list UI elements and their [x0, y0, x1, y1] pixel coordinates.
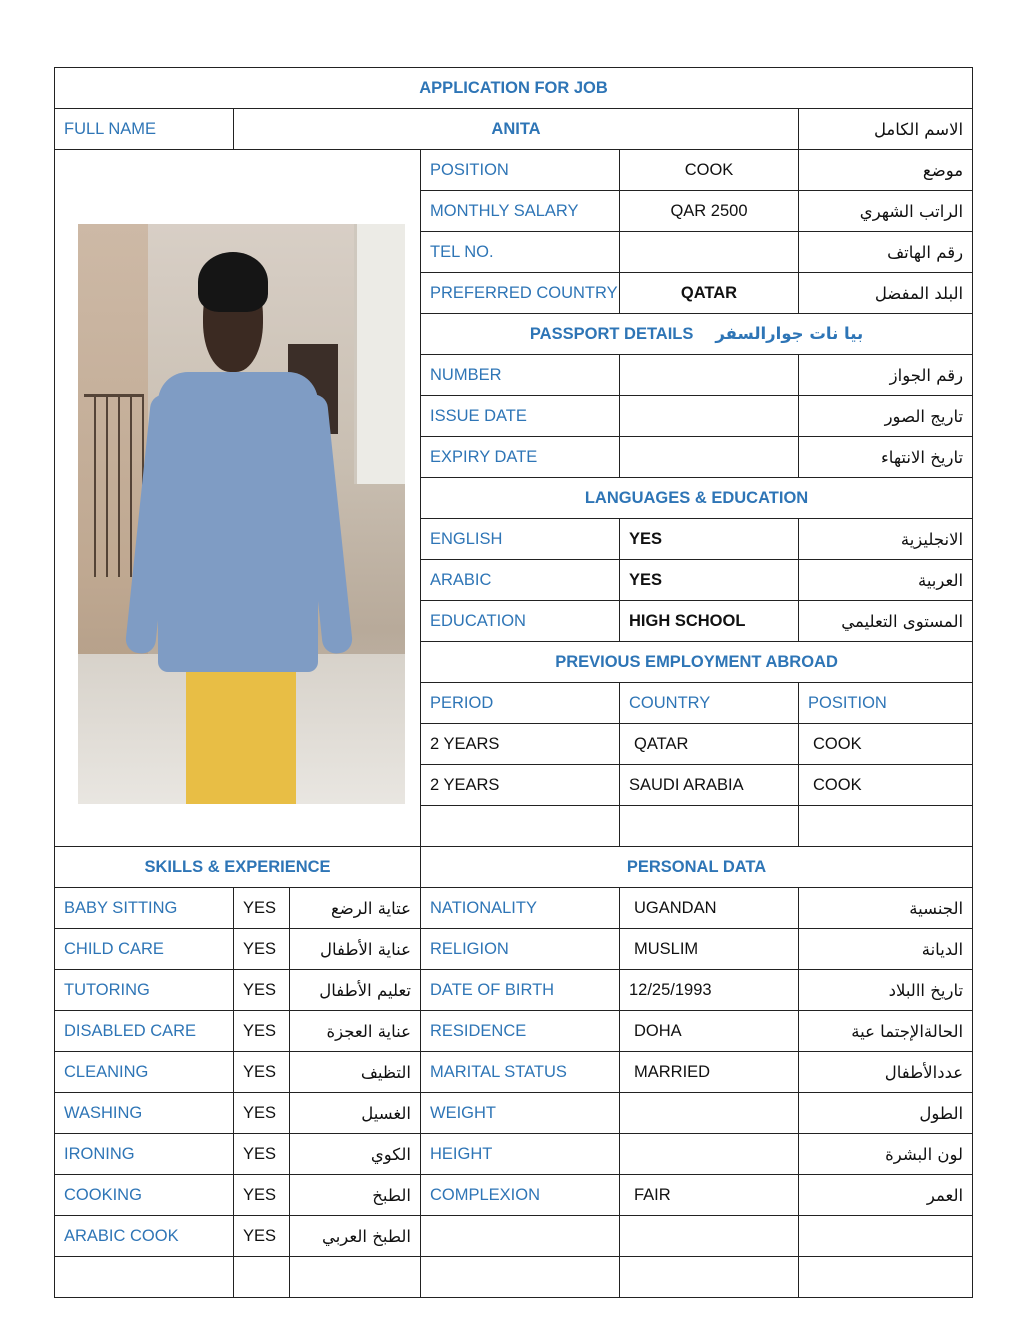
employment-header-period: PERIOD	[421, 683, 620, 724]
employment-section-title: PREVIOUS EMPLOYMENT ABROAD	[421, 642, 973, 683]
skill-value: YES	[234, 1175, 290, 1216]
passport-number-value	[620, 355, 799, 396]
skill-label: IRONING	[55, 1134, 234, 1175]
passport-number-arabic: رقم الجواز	[799, 355, 973, 396]
english-value: YES	[620, 519, 799, 560]
passport-number-label: NUMBER	[421, 355, 620, 396]
employment-row-position: COOK	[799, 724, 973, 765]
skill-arabic: التظيف	[290, 1052, 421, 1093]
personal-value	[620, 1134, 799, 1175]
personal-section-title: PERSONAL DATA	[421, 847, 973, 888]
tel-value	[620, 232, 799, 273]
employment-row-position: COOK	[799, 765, 973, 806]
full-name-value: ANITA	[234, 109, 799, 150]
position-value: COOK	[620, 150, 799, 191]
personal-arabic: الجنسية	[799, 888, 973, 929]
empty-cell	[421, 1257, 620, 1298]
personal-value	[620, 1093, 799, 1134]
skill-label: CHILD CARE	[55, 929, 234, 970]
personal-label: DATE OF BIRTH	[421, 970, 620, 1011]
personal-label: WEIGHT	[421, 1093, 620, 1134]
empty-cell	[421, 1216, 620, 1257]
skill-label: BABY SITTING	[55, 888, 234, 929]
skill-arabic: الغسيل	[290, 1093, 421, 1134]
skill-arabic: عتاية الرضع	[290, 888, 421, 929]
form-table	[54, 67, 973, 1298]
issue-date-value	[620, 396, 799, 437]
empty-cell	[55, 1257, 234, 1298]
form-title: APPLICATION FOR JOB	[55, 68, 973, 109]
personal-arabic: عددالأطفال	[799, 1052, 973, 1093]
education-value: HIGH SCHOOL	[620, 601, 799, 642]
skill-label: ARABIC COOK	[55, 1216, 234, 1257]
education-label: EDUCATION	[421, 601, 620, 642]
english-label: ENGLISH	[421, 519, 620, 560]
arabic-value: YES	[620, 560, 799, 601]
personal-arabic: الحالةالإجتما عية	[799, 1011, 973, 1052]
skill-value: YES	[234, 1134, 290, 1175]
empty-cell	[290, 1257, 421, 1298]
employment-header-position: POSITION	[799, 683, 973, 724]
applicant-photo	[78, 224, 405, 804]
arabic-label: ARABIC	[421, 560, 620, 601]
passport-title-arabic: بيا نات جوارالسفر	[715, 324, 864, 343]
personal-label: RESIDENCE	[421, 1011, 620, 1052]
employment-row-period	[421, 806, 620, 847]
personal-arabic: الديانة	[799, 929, 973, 970]
employment-row-period: 2 YEARS	[421, 724, 620, 765]
skill-value: YES	[234, 1093, 290, 1134]
empty-cell	[620, 1257, 799, 1298]
preferred-country-arabic: البلد المفضل	[799, 273, 973, 314]
personal-value: UGANDAN	[620, 888, 799, 929]
skill-value: YES	[234, 929, 290, 970]
issue-date-label: ISSUE DATE	[421, 396, 620, 437]
personal-value: 12/25/1993	[620, 970, 799, 1011]
personal-value: FAIR	[620, 1175, 799, 1216]
personal-value: DOHA	[620, 1011, 799, 1052]
employment-row-country: QATAR	[620, 724, 799, 765]
skill-value: YES	[234, 1216, 290, 1257]
passport-title: PASSPORT DETAILS	[529, 325, 694, 343]
issue-date-arabic: تاريج الصور	[799, 396, 973, 437]
skills-section-title: SKILLS & EXPERIENCE	[55, 847, 421, 888]
personal-value: MARRIED	[620, 1052, 799, 1093]
skill-label: WASHING	[55, 1093, 234, 1134]
empty-cell	[620, 1216, 799, 1257]
salary-label: MONTHLY SALARY	[421, 191, 620, 232]
skill-label: DISABLED CARE	[55, 1011, 234, 1052]
skill-value: YES	[234, 970, 290, 1011]
personal-label: MARITAL STATUS	[421, 1052, 620, 1093]
employment-row-period: 2 YEARS	[421, 765, 620, 806]
full-name-arabic: الاسم الكامل	[799, 109, 973, 150]
languages-section-title: LANGUAGES & EDUCATION	[421, 478, 973, 519]
arabic-arabic: العربية	[799, 560, 973, 601]
empty-cell	[234, 1257, 290, 1298]
education-arabic: المستوى التعليمي	[799, 601, 973, 642]
employment-header-country: COUNTRY	[620, 683, 799, 724]
empty-cell	[799, 1216, 973, 1257]
skill-value: YES	[234, 1052, 290, 1093]
skill-arabic: الطبخ	[290, 1175, 421, 1216]
english-arabic: الانجليزية	[799, 519, 973, 560]
preferred-country-label: PREFERRED COUNTRY	[421, 273, 620, 314]
skill-arabic: عناية العجزة	[290, 1011, 421, 1052]
skill-label: CLEANING	[55, 1052, 234, 1093]
personal-value: MUSLIM	[620, 929, 799, 970]
employment-row-position	[799, 806, 973, 847]
position-label: POSITION	[421, 150, 620, 191]
expiry-date-value	[620, 437, 799, 478]
full-name-label: FULL NAME	[55, 109, 234, 150]
photo-cell	[55, 150, 421, 847]
employment-row-country: SAUDI ARABIA	[620, 765, 799, 806]
personal-arabic: لون البشرة	[799, 1134, 973, 1175]
personal-label: HEIGHT	[421, 1134, 620, 1175]
passport-section-title	[421, 314, 973, 355]
skill-arabic: الكوي	[290, 1134, 421, 1175]
salary-arabic: الراتب الشهري	[799, 191, 973, 232]
expiry-date-label: EXPIRY DATE	[421, 437, 620, 478]
skill-arabic: عناية الأطفال	[290, 929, 421, 970]
personal-label: COMPLEXION	[421, 1175, 620, 1216]
employment-row-country	[620, 806, 799, 847]
application-form	[54, 67, 972, 1289]
personal-label: NATIONALITY	[421, 888, 620, 929]
empty-cell	[799, 1257, 973, 1298]
skill-value: YES	[234, 888, 290, 929]
skill-value: YES	[234, 1011, 290, 1052]
personal-arabic: العمر	[799, 1175, 973, 1216]
skill-arabic: الطبخ العربي	[290, 1216, 421, 1257]
personal-arabic: تاريخ االبلاد	[799, 970, 973, 1011]
expiry-date-arabic: تاريخ الانتهاء	[799, 437, 973, 478]
skill-arabic: تعليم الأطفال	[290, 970, 421, 1011]
position-arabic: موضع	[799, 150, 973, 191]
personal-arabic: الطول	[799, 1093, 973, 1134]
skill-label: COOKING	[55, 1175, 234, 1216]
skill-label: TUTORING	[55, 970, 234, 1011]
preferred-country-value: QATAR	[620, 273, 799, 314]
personal-label: RELIGION	[421, 929, 620, 970]
salary-value: QAR 2500	[620, 191, 799, 232]
tel-arabic: رقم الهاتف	[799, 232, 973, 273]
tel-label: TEL NO.	[421, 232, 620, 273]
